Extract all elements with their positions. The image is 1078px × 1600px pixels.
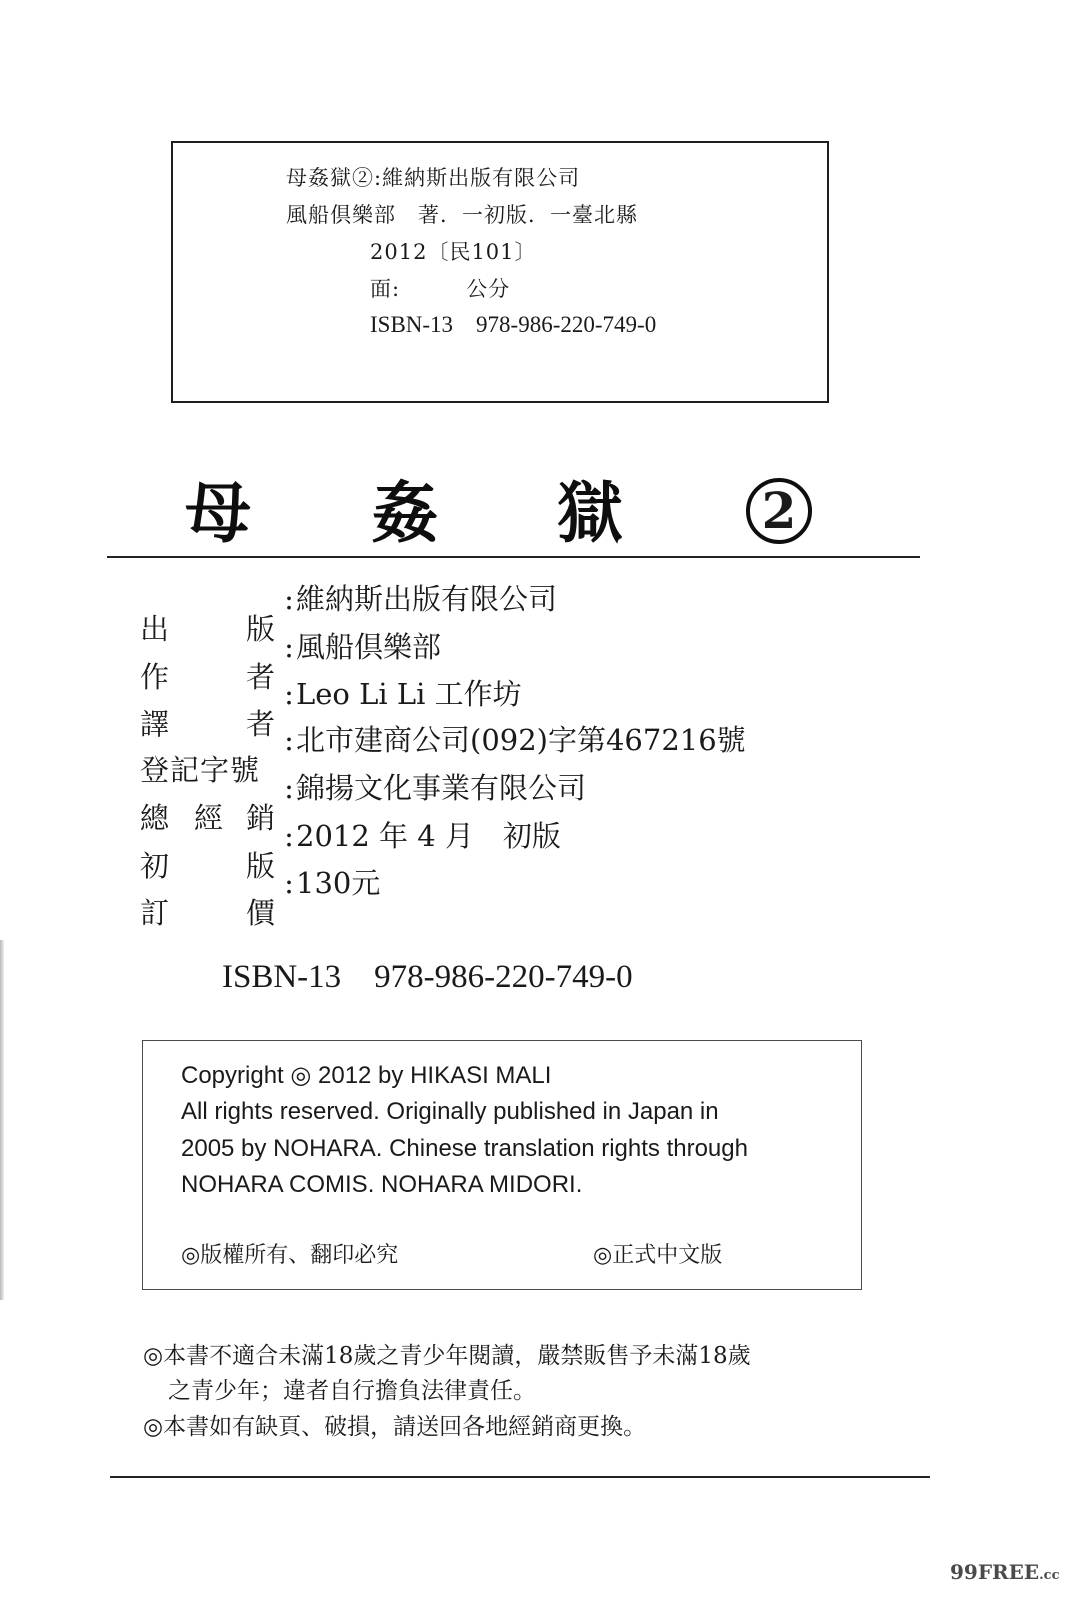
colophon-row-first-edition: 初 版 :2012 年 4 月 初版 — [140, 816, 561, 856]
cip-line-author: 風船倶樂部 著．一初版．一臺北縣 — [286, 203, 638, 227]
row-value: 維納斯出版有限公司 — [296, 582, 558, 616]
row-value: 錦揚文化事業有限公司 — [296, 771, 587, 805]
cip-line-year: 2012〔民101〕 — [370, 240, 537, 264]
copyright-line-3: 2005 by NOHARA. Chinese translation rights through — [181, 1135, 748, 1162]
row-value: 2012 年 4 月 初版 — [296, 819, 561, 853]
site-watermark: 99FREE.cc — [950, 1560, 1060, 1584]
volume-number-circle: 2 — [746, 478, 812, 544]
official-edition-note: ◎正式中文版 — [593, 1243, 723, 1268]
colophon-row-publisher: 出 版 :維納斯出版有限公司 — [140, 579, 557, 619]
colophon-row-translator: 譯 者 :Leo Li Li 工作坊 — [140, 674, 522, 714]
row-value: 北市建商公司(092)字第467216號 — [296, 723, 746, 757]
defect-exchange-note: ◎本書如有缺頁、破損，請送回各地經銷商更換。 — [143, 1414, 647, 1440]
colophon-row-price: 訂 價 :130元 — [140, 863, 380, 903]
age-warning-line-2: 之青少年；違者自行擔負法律責任。 — [168, 1378, 536, 1404]
title-rule — [107, 556, 920, 558]
copyright-line-4: NOHARA COMIS. NOHARA MIDORI. — [181, 1171, 583, 1198]
cip-line-dimensions: 面: 公分 — [370, 277, 511, 301]
copyright-line-1: Copyright ◎ 2012 by HIKASI MALI — [181, 1062, 552, 1089]
row-value: Leo Li Li 工作坊 — [296, 677, 522, 711]
title-char-3: 獄 — [557, 474, 623, 552]
cip-line-publisher: 母姦獄②:維納斯出版有限公司 — [286, 166, 581, 190]
scan-edge-artifact — [0, 940, 4, 1300]
copyright-line-2: All rights reserved. Originally published in Japan in — [181, 1098, 719, 1125]
isbn-line: ISBN-13 978-986-220-749-0 — [222, 959, 633, 995]
rights-reserved-note: ◎版權所有、翻印必究 — [181, 1243, 399, 1268]
cip-line-isbn: ISBN-13 978-986-220-749-0 — [370, 312, 657, 337]
row-value: 130元 — [296, 866, 381, 900]
bottom-rule — [110, 1476, 930, 1478]
colophon-row-distributor: 總 經 銷 :錦揚文化事業有限公司 — [140, 768, 586, 808]
row-value: 風船倶樂部 — [296, 630, 442, 664]
age-warning-line-1: ◎本書不適合未滿18歲之青少年閱讀，嚴禁販售予未滿18歲 — [143, 1343, 751, 1369]
colophon-row-registration: 登記字號 :北市建商公司(092)字第467216號 — [140, 720, 746, 760]
title-char-1: 母 — [185, 474, 251, 552]
colophon-row-author: 作 者 :風船倶樂部 — [140, 627, 441, 667]
title-char-2: 姦 — [372, 474, 438, 552]
